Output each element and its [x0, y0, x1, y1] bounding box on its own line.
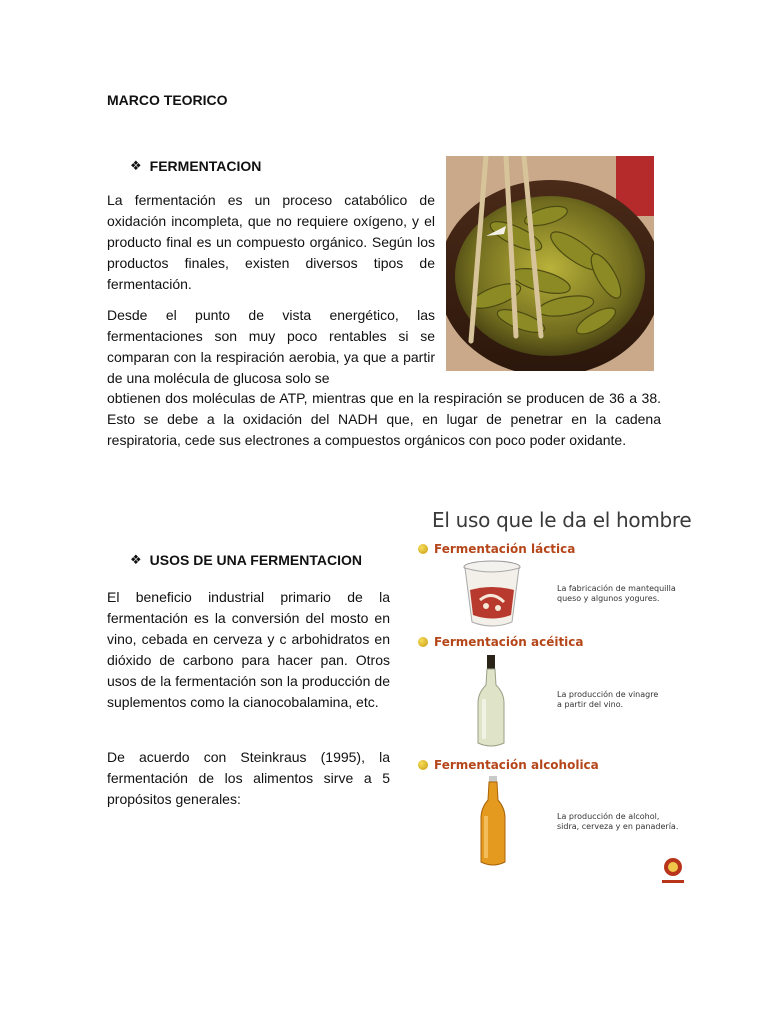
- section-heading-label: FERMENTACION: [149, 158, 262, 174]
- gold-dot-icon: [418, 544, 428, 554]
- section-heading-fermentacion: [130, 158, 261, 174]
- gold-dot-icon: [418, 637, 428, 647]
- section-heading-label: USOS DE UNA FERMENTACION: [149, 552, 362, 568]
- infographic-title: El uso que le da el hombre: [432, 508, 692, 532]
- pickles-photo: [446, 156, 654, 371]
- infographic-item-acetic: [418, 635, 584, 649]
- infographic-item-lactic: [418, 542, 575, 556]
- gold-dot-icon: [418, 760, 428, 770]
- page-title: MARCO TEORICO: [107, 92, 228, 108]
- section-heading-usos: [130, 552, 362, 568]
- item-label: Fermentación alcoholica: [434, 758, 599, 772]
- paragraph: De acuerdo con Steinkraus (1995), la fermentación de los alimentos sirve a 5 propósitos generales:: [107, 749, 390, 807]
- wine-bottle-icon: [476, 655, 506, 755]
- item-description: La producción de alcohol, sidra, cerveza y en panadería.: [557, 812, 679, 831]
- paragraph: obtienen dos moléculas de ATP, mientras que en la respiración se producen de 36 a 38. Esto se debe a la oxidación del NADH que, en lugar de penetrar en la cadena respiratoria, cede sus electrones a compuestos orgánicos con poco poder oxidante.: [107, 390, 661, 448]
- fermentation-uses-infographic: [412, 500, 698, 890]
- paragraph: La fermentación es un proceso catabólico de oxidación incompleta, que no requiere oxígeno, y el producto final es un compuesto orgánico. Según los productos finales, existen diversos tipos de fermentación.: [107, 192, 435, 292]
- infographic-item-alcoholic: [418, 758, 599, 772]
- item-description: La fabricación de mantequilla queso y algunos yogures.: [557, 584, 676, 603]
- paragraph: El beneficio industrial primario de la fermentación es la conversión del mosto en vino, cebada en cerveza y c arbohidratos en dióxido de carbono para hacer pan. Otros usos de la fermentación son la producción de suplementos como la cianocobalamina, etc.: [107, 589, 390, 710]
- item-label: Fermentación láctica: [434, 542, 576, 556]
- source-logo: [660, 856, 686, 891]
- item-description: La producción de vinagre a partir del vino.: [557, 690, 659, 709]
- beer-bottle-icon: [480, 776, 506, 873]
- diamond-bullet-icon: ❖: [130, 158, 142, 173]
- item-label: Fermentación acéitica: [434, 635, 584, 649]
- yogurt-cup-icon: [462, 560, 522, 635]
- paragraph: Desde el punto de vista energético, las fermentaciones son muy poco rentables si se comparan con la respiración aerobia, ya que a partir de una molécula de glucosa solo se: [107, 307, 435, 386]
- diamond-bullet-icon: ❖: [130, 552, 142, 567]
